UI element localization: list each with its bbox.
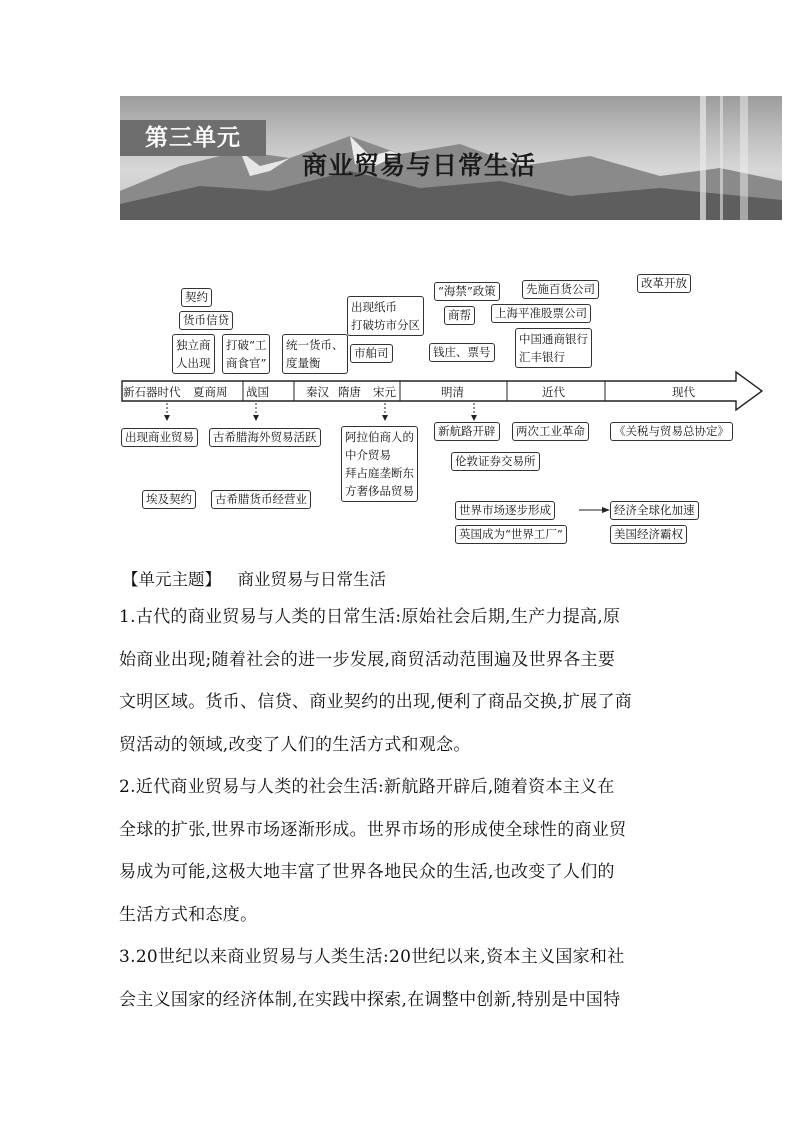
box-zhibi: 出现纸币 打破坊市分区 (347, 296, 424, 336)
box-gongye: 两次工业革命 (512, 422, 589, 441)
box-qianzhuang: 钱庄、票号 (429, 343, 495, 362)
box-alabo: 阿拉伯商人的 中介贸易 拜占庭垄断东 方奢侈品贸易 (341, 426, 418, 502)
box-xinhanglu: 新航路开辟 (434, 422, 500, 441)
box-chuxian: 出现商业贸易 (121, 428, 198, 447)
box-shibosi: 市舶司 (350, 344, 393, 363)
era-qin-han: 秦汉 (306, 385, 329, 399)
box-dapo-gongshang: 打破“工 商食官” (222, 334, 270, 374)
box-haijin: “海禁”政策 (434, 282, 500, 301)
box-gaige: 改革开放 (637, 274, 691, 293)
box-tongyi-huobi: 统一货币、 度量衡 (282, 334, 348, 374)
box-aiji: 埃及契约 (142, 490, 196, 509)
era-warring-states: 战国 (246, 385, 269, 399)
unit-title: 商业贸易与日常生活 (302, 151, 537, 180)
era-ming-qing: 明清 (441, 385, 464, 399)
box-shanghai-stock: 上海平准股票公司 (491, 304, 591, 323)
era-neolithic: 新石器时代 (123, 385, 181, 399)
para-2-line-4: 生活方式和态度。 (119, 905, 258, 925)
theme-label: 【单元主题】 (122, 570, 221, 589)
era-sui-tang: 隋唐 (338, 385, 361, 399)
para-1-line-1: 1.古代的商业贸易与人类的日常生活:原始社会后期,生产力提高,原 (119, 607, 621, 627)
box-tongshang: 中国通商银行 汇丰银行 (515, 328, 592, 368)
para-2-line-2: 全球的扩张,世界市场逐渐形成。世界市场的形成使全球性的商业贸 (119, 820, 627, 840)
box-meiguo: 美国经济霸权 (610, 525, 687, 544)
box-xianshi: 先施百货公司 (522, 280, 599, 299)
era-modern: 近代 (542, 385, 565, 399)
para-3-line-1: 3.20世纪以来商业贸易与人类生活:20世纪以来,资本主义国家和社 (119, 947, 625, 967)
era-xia-shang-zhou: 夏商周 (193, 385, 228, 399)
box-guanshui: 《关税与贸易总协定》 (610, 422, 733, 441)
box-quanqiuhua: 经济全球化加速 (610, 501, 699, 520)
box-lundun: 伦敦证券交易所 (451, 452, 540, 471)
para-1-line-2: 始商业出现;随着社会的进一步发展,商贸活动范围遍及世界各主要 (119, 650, 616, 670)
box-qiyue: 契约 (181, 288, 212, 307)
box-xila-huobi: 古希腊货币经营业 (211, 490, 311, 509)
arrowheads (164, 415, 477, 421)
para-2-line-3: 易成为可能,这极大地丰富了世界各地民众的生活,也改变了人们的 (119, 862, 615, 882)
box-yingguo: 英国成为“世界工厂” (455, 525, 567, 544)
unit-theme (122, 566, 386, 590)
box-huobi-xindai: 货币信贷 (179, 311, 233, 330)
era-contemporary: 现代 (672, 385, 695, 399)
dashed-connectors (167, 403, 474, 418)
para-3-line-2: 会主义国家的经济体制,在实践中探索,在调整中创新,特别是中国特 (119, 990, 621, 1010)
era-song-yuan: 宋元 (373, 385, 396, 399)
para-1-line-4: 贸活动的领域,改变了人们的生活方式和观念。 (119, 735, 471, 755)
box-shijie: 世界市场逐步形成 (455, 501, 555, 520)
box-shangbang: 商帮 (444, 306, 475, 325)
theme-text: 商业贸易与日常生活 (237, 570, 386, 589)
para-1-line-3: 文明区域。货币、信贷、商业契约的出现,便利了商品交换,扩展了商 (119, 692, 633, 712)
box-duli-shangren: 独立商 人出现 (172, 334, 215, 374)
arrow-head-icon (602, 507, 610, 513)
unit-label: 第三单元 (120, 120, 266, 156)
box-xila-haiwai: 古希腊海外贸易活跃 (209, 428, 321, 447)
para-2-line-1: 2.近代商业贸易与人类的社会生活:新航路开辟后,随着资本主义在 (119, 777, 615, 797)
